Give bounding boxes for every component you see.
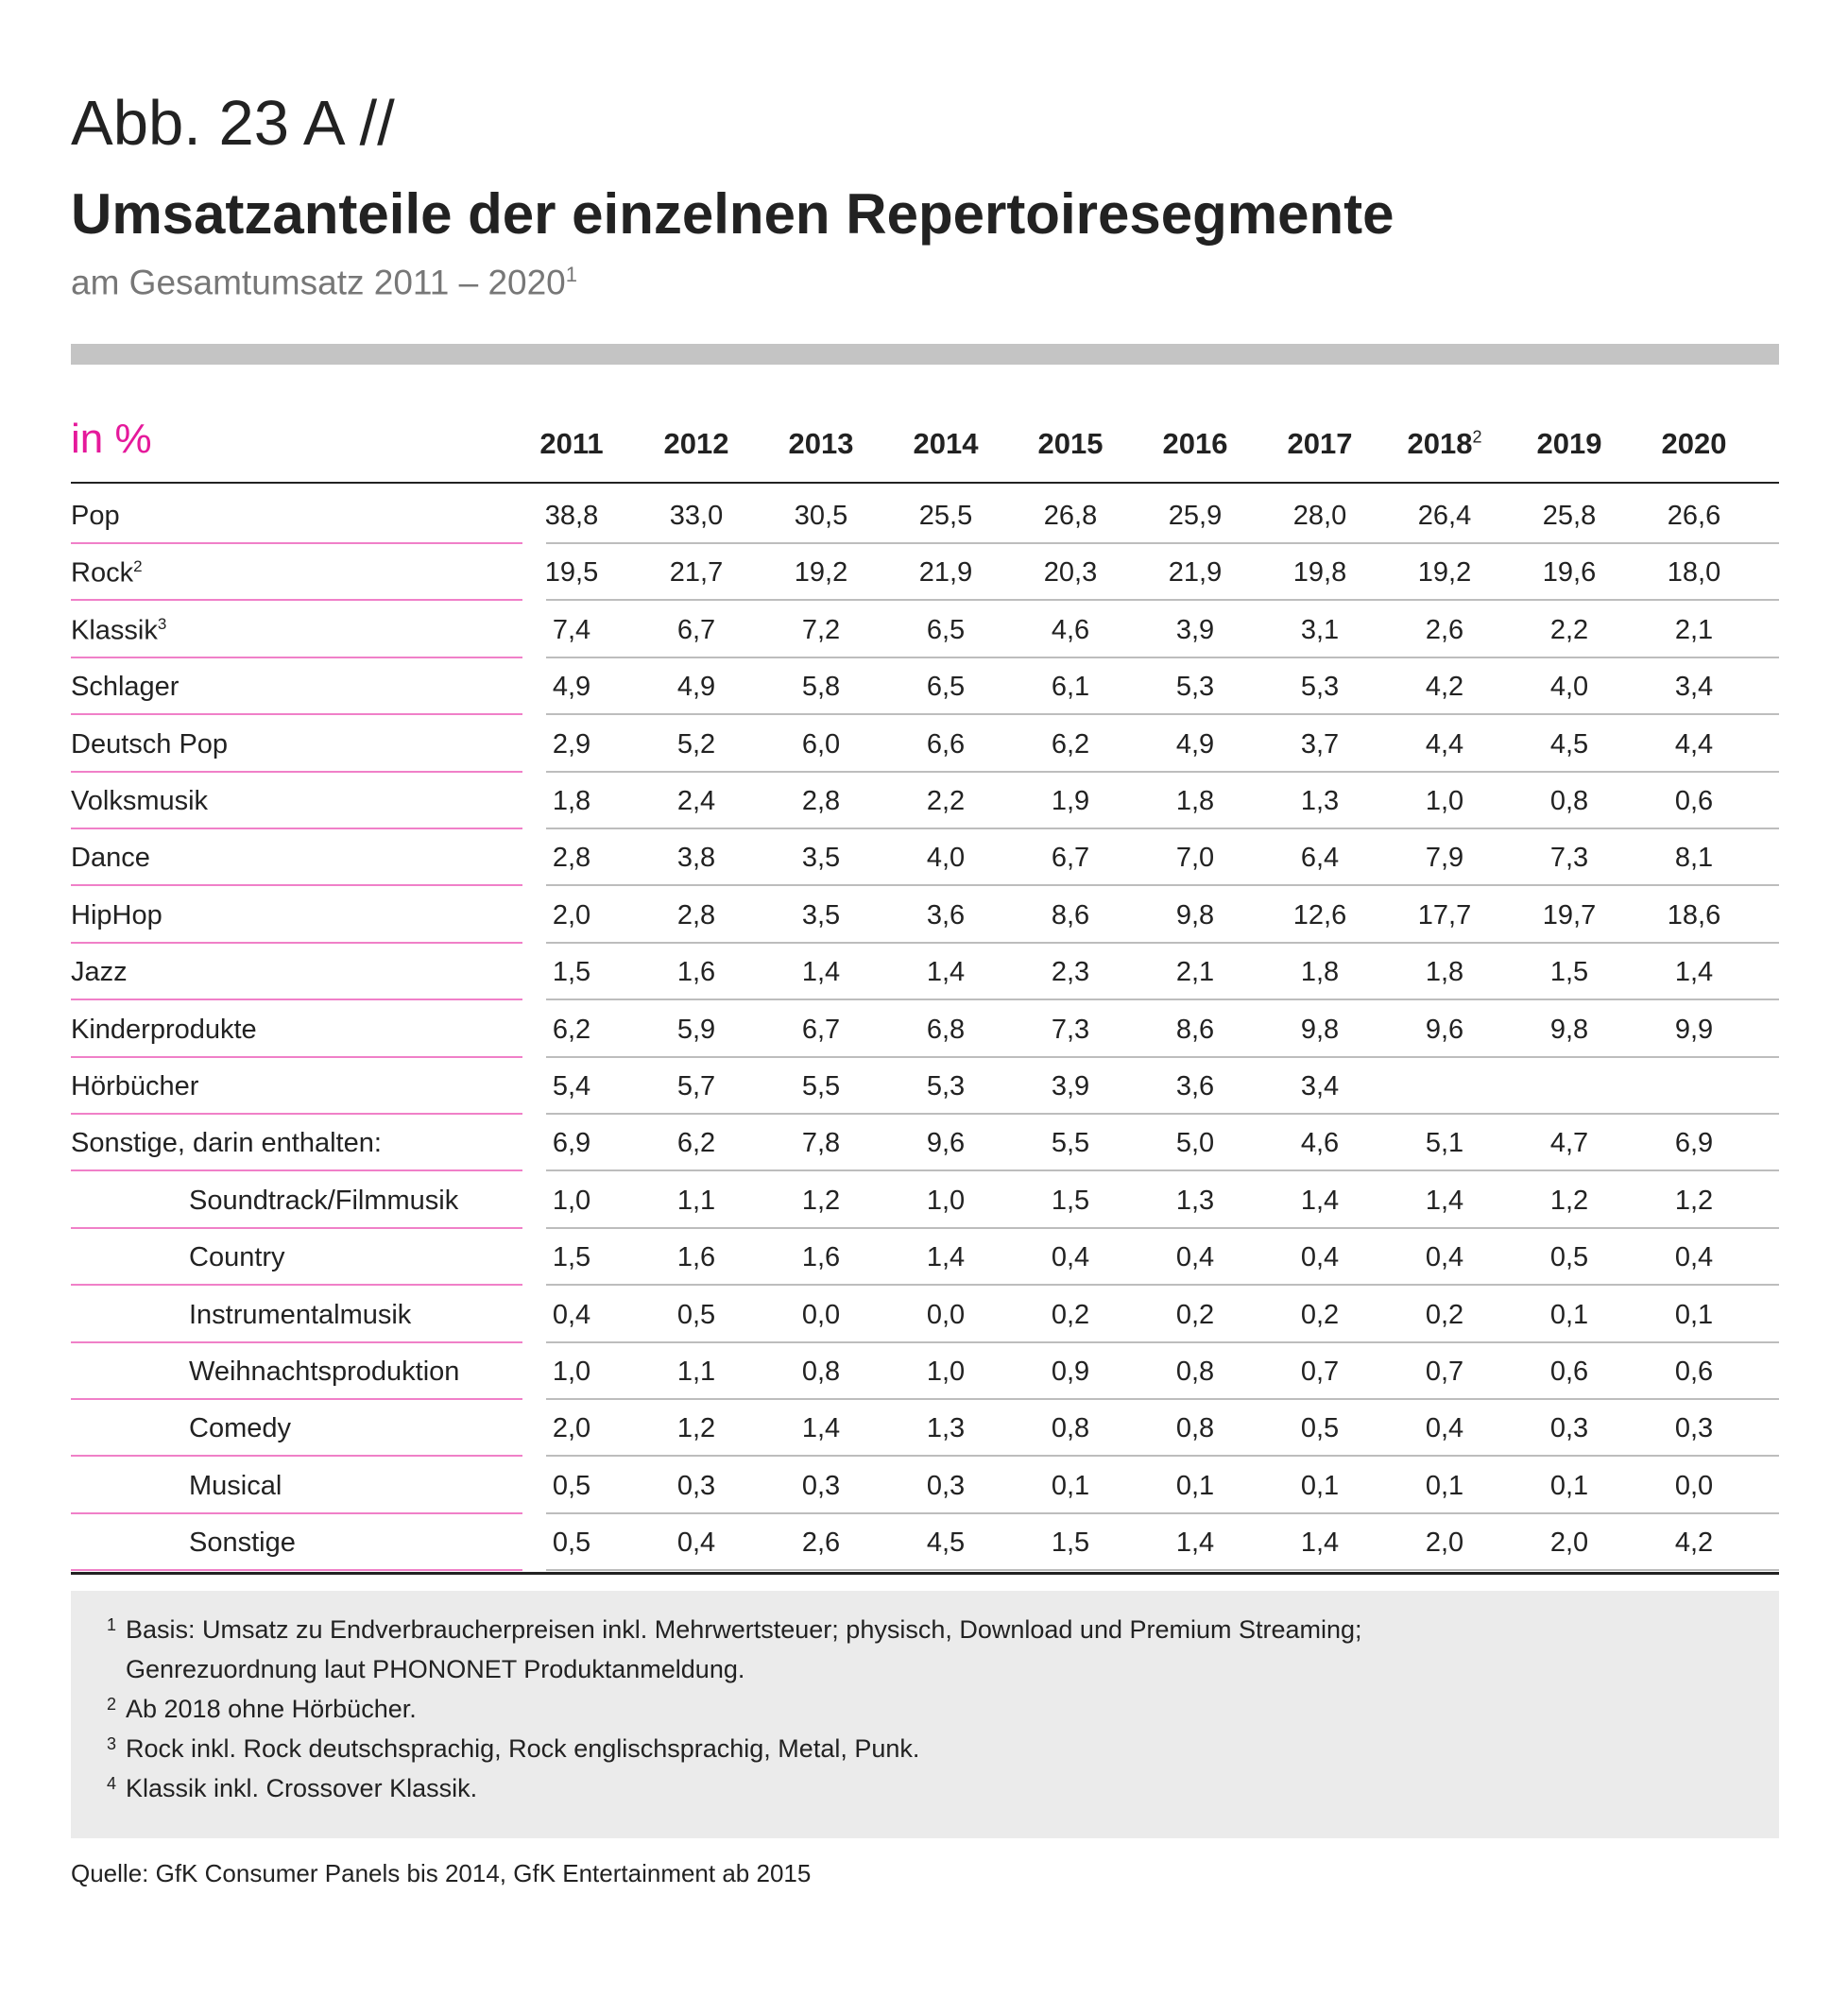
table-cell: 1,4 [926, 957, 966, 988]
source-note: Quelle: GfK Consumer Panels bis 2014, GfK Entertainment ab 2015 [71, 1859, 812, 1887]
table-cell: 3,6 [1175, 1071, 1215, 1101]
table-cell: 1,6 [801, 1242, 841, 1273]
table-cell: 0,5 [676, 1299, 716, 1330]
table-cell: 2,9 [552, 728, 591, 760]
table-cell: 6,4 [1300, 843, 1340, 874]
table-cell: 1,4 [926, 1242, 966, 1273]
table-cell: 0,4 [1051, 1242, 1090, 1273]
footnote-text: Ab 2018 ohne Hörbücher. [126, 1695, 417, 1723]
table-cell: 21,7 [669, 557, 724, 589]
table-cell: 6,7 [1051, 843, 1090, 874]
table-cell: 0,2 [1051, 1299, 1090, 1330]
chart-subtitle [71, 263, 577, 302]
table-cell: 0,0 [926, 1299, 966, 1330]
table-row [0, 602, 1848, 658]
row-label-text: Klassik [71, 615, 158, 646]
table-cell: 1,5 [1051, 1528, 1090, 1559]
table-cell: 1,2 [801, 1185, 841, 1216]
table-row [0, 1458, 1848, 1514]
column-header-label: 2014 [913, 427, 979, 460]
table-cell: 0,5 [552, 1470, 591, 1501]
table-cell: 1,6 [676, 957, 716, 988]
table-cell: 5,3 [1175, 672, 1215, 703]
table-cell: 18,6 [1667, 899, 1721, 930]
table-cell: 0,8 [1549, 786, 1589, 816]
table-cell: 6,6 [926, 728, 966, 760]
table-cell: 1,1 [676, 1185, 716, 1216]
table-cell: 21,9 [918, 557, 973, 589]
table-row [0, 1287, 1848, 1343]
column-header-label: 2018 [1407, 427, 1473, 460]
footnote-mark: 3 [107, 1734, 117, 1753]
table-cell: 1,0 [1425, 786, 1464, 816]
bottom-rule [71, 1572, 1779, 1575]
row-label [71, 1015, 257, 1046]
table-cell: 0,3 [676, 1470, 716, 1501]
table-cell: 3,5 [801, 899, 841, 930]
table-cell: 1,4 [1300, 1528, 1340, 1559]
table-cell: 2,2 [1549, 614, 1589, 645]
header-rule [71, 482, 1779, 484]
table-cell: 9,8 [1175, 899, 1215, 930]
row-footnote-mark: 3 [157, 614, 167, 633]
table-cell: 3,5 [801, 843, 841, 874]
table-cell: 2,8 [801, 786, 841, 816]
table-cell: 0,2 [1300, 1299, 1340, 1330]
table-cell: 2,0 [552, 1413, 591, 1444]
table-cell: 1,5 [1051, 1185, 1090, 1216]
table-cell: 6,7 [801, 1014, 841, 1045]
top-bar [71, 344, 1779, 365]
table-cell: 25,9 [1168, 501, 1223, 531]
table-cell: 19,2 [1417, 557, 1472, 589]
footnote [107, 1655, 744, 1684]
column-header-label: 2019 [1536, 427, 1602, 460]
table-cell: 17,7 [1417, 899, 1472, 930]
table-cell: 26,6 [1667, 501, 1721, 531]
table-cell: 6,5 [926, 614, 966, 645]
table-cell: 0,1 [1425, 1470, 1464, 1501]
table-cell: 1,5 [552, 957, 591, 988]
row-label-text: Sonstige, darin enthalten: [71, 1128, 382, 1159]
table-cell: 0,3 [1674, 1413, 1714, 1444]
table-cell: 6,5 [926, 672, 966, 703]
table-cell: 0,7 [1425, 1357, 1464, 1387]
table-cell: 1,0 [926, 1185, 966, 1216]
table-cell: 5,0 [1175, 1128, 1215, 1159]
table-row [0, 1115, 1848, 1171]
table-cell: 3,6 [926, 899, 966, 930]
row-label-text: Pop [71, 501, 120, 531]
column-header-2020 [1633, 427, 1755, 461]
row-label-text: Sonstige [189, 1528, 296, 1559]
table-cell: 1,8 [1300, 957, 1340, 988]
table-cell: 1,2 [1674, 1185, 1714, 1216]
table-cell: 1,1 [676, 1357, 716, 1387]
row-label [71, 1071, 198, 1102]
table-cell: 4,4 [1674, 728, 1714, 760]
table-cell: 9,8 [1300, 1014, 1340, 1045]
table-cell: 2,6 [801, 1528, 841, 1559]
row-label-text: Weihnachtsproduktion [189, 1357, 460, 1387]
table-cell: 0,6 [1674, 786, 1714, 816]
footnote [107, 1695, 417, 1724]
table-cell: 7,3 [1549, 843, 1589, 874]
table-cell: 2,0 [552, 899, 591, 930]
table-cell: 7,0 [1175, 843, 1215, 874]
table-cell: 0,4 [1425, 1242, 1464, 1273]
table-cell: 5,1 [1425, 1128, 1464, 1159]
column-header-2016 [1134, 427, 1257, 461]
table-cell: 1,8 [1425, 957, 1464, 988]
table-cell: 0,5 [1549, 1242, 1589, 1273]
table-cell: 0,4 [1300, 1242, 1340, 1273]
table-cell: 5,5 [801, 1071, 841, 1101]
table-cell: 5,9 [676, 1014, 716, 1045]
table-row [0, 1400, 1848, 1457]
footnotes-box [71, 1591, 1779, 1838]
footnote-text: Basis: Umsatz zu Endverbraucherpreisen inkl. Mehrwertsteuer; physisch, Download und Premium Streaming; [126, 1615, 1362, 1644]
table-cell: 0,3 [1549, 1413, 1589, 1444]
table-cell: 6,2 [676, 1128, 716, 1159]
table-cell: 2,8 [552, 843, 591, 874]
table-cell: 18,0 [1667, 557, 1721, 589]
table-cell: 0,2 [1175, 1299, 1215, 1330]
table-cell: 0,9 [1051, 1357, 1090, 1387]
table-cell: 4,2 [1425, 672, 1464, 703]
column-header-2018 [1383, 427, 1506, 461]
table-cell: 0,8 [1175, 1413, 1215, 1444]
footnote [107, 1774, 477, 1803]
table-cell: 21,9 [1168, 557, 1223, 589]
table-cell: 1,4 [1300, 1185, 1340, 1216]
column-header-2019 [1508, 427, 1631, 461]
table-row [0, 1343, 1848, 1400]
table-cell: 0,3 [926, 1470, 966, 1501]
table-cell: 19,7 [1542, 899, 1597, 930]
table-cell: 9,9 [1674, 1014, 1714, 1045]
table-cell: 0,6 [1674, 1357, 1714, 1387]
row-label [71, 843, 150, 874]
table-cell: 0,6 [1549, 1357, 1589, 1387]
row-label-text: Kinderprodukte [71, 1014, 257, 1045]
table-cell: 1,2 [1549, 1185, 1589, 1216]
table-cell: 19,2 [794, 557, 848, 589]
table-cell: 25,5 [918, 501, 973, 531]
subtitle-text: am Gesamtumsatz 2011 – 2020 [71, 263, 566, 302]
table-cell: 9,6 [926, 1128, 966, 1159]
table-cell: 4,5 [1549, 728, 1589, 760]
table-row [0, 829, 1848, 886]
table-cell: 7,9 [1425, 843, 1464, 874]
table-cell: 1,3 [926, 1413, 966, 1444]
table-row [0, 1172, 1848, 1229]
figure-number: Abb. 23 A // [71, 88, 395, 159]
row-label-text: Country [189, 1242, 285, 1273]
table-cell: 19,5 [544, 557, 599, 589]
row-label [71, 615, 166, 647]
table-cell: 1,0 [926, 1357, 966, 1387]
table-cell: 4,6 [1300, 1128, 1340, 1159]
table-cell: 5,4 [552, 1071, 591, 1101]
table-row [0, 716, 1848, 773]
row-label-text: Instrumentalmusik [189, 1299, 412, 1330]
table-cell: 1,3 [1300, 786, 1340, 816]
table-cell: 0,5 [1300, 1413, 1340, 1444]
table-row [0, 1058, 1848, 1115]
row-label [71, 557, 143, 589]
table-cell: 0,3 [801, 1470, 841, 1501]
table-cell: 2,8 [676, 899, 716, 930]
row-label [189, 1242, 285, 1273]
column-header-label: 2016 [1162, 427, 1228, 460]
table-row [0, 1001, 1848, 1058]
table-cell: 5,3 [926, 1071, 966, 1101]
table-cell: 20,3 [1043, 557, 1098, 589]
column-header-label: 2013 [788, 427, 854, 460]
table-cell: 1,4 [1175, 1528, 1215, 1559]
table-row [0, 1229, 1848, 1286]
table-cell: 2,3 [1051, 957, 1090, 988]
table-cell: 4,9 [552, 672, 591, 703]
table-row [0, 944, 1848, 1000]
table-cell: 3,9 [1175, 614, 1215, 645]
table-cell: 5,3 [1300, 672, 1340, 703]
row-label-text: Volksmusik [71, 786, 209, 816]
table-cell: 9,6 [1425, 1014, 1464, 1045]
row-label [189, 1471, 282, 1502]
footnote [107, 1734, 919, 1764]
table-cell: 4,9 [1175, 728, 1215, 760]
table-row [0, 487, 1848, 544]
table-cell: 2,0 [1425, 1528, 1464, 1559]
table-cell: 2,6 [1425, 614, 1464, 645]
row-label [189, 1413, 291, 1444]
table-cell: 0,8 [1051, 1413, 1090, 1444]
table-cell: 0,5 [552, 1528, 591, 1559]
table-row [0, 1514, 1848, 1571]
footnote-text: Rock inkl. Rock deutschsprachig, Rock englischsprachig, Metal, Punk. [126, 1734, 920, 1763]
table-cell: 3,4 [1300, 1071, 1340, 1101]
table-cell: 30,5 [794, 501, 848, 531]
table-cell: 1,0 [552, 1185, 591, 1216]
table-cell: 9,8 [1549, 1014, 1589, 1045]
table-cell: 0,1 [1549, 1299, 1589, 1330]
subtitle-footnote-mark: 1 [565, 263, 578, 286]
table-cell: 28,0 [1292, 501, 1347, 531]
table-cell: 6,9 [1674, 1128, 1714, 1159]
table-cell: 0,1 [1549, 1470, 1589, 1501]
table-row [0, 773, 1848, 829]
column-header-label: 2012 [663, 427, 729, 460]
row-label-text: Hörbücher [71, 1071, 199, 1101]
row-label [71, 900, 163, 931]
table-cell: 1,9 [1051, 786, 1090, 816]
row-label [71, 786, 208, 817]
table-cell: 0,1 [1300, 1470, 1340, 1501]
row-label [189, 1357, 459, 1388]
table-cell: 1,4 [801, 957, 841, 988]
column-header-2011 [510, 427, 633, 461]
row-label [189, 1528, 296, 1559]
table-cell: 1,2 [676, 1413, 716, 1444]
table-cell: 1,8 [1175, 786, 1215, 816]
column-header-label: 2011 [539, 427, 604, 460]
table-cell: 8,6 [1175, 1014, 1215, 1045]
table-row [0, 658, 1848, 715]
table-row [0, 544, 1848, 601]
footnote [107, 1615, 1362, 1645]
row-label-text: Schlager [71, 672, 180, 703]
table-row [0, 887, 1848, 944]
table-cell: 3,9 [1051, 1071, 1090, 1101]
table-cell: 3,8 [676, 843, 716, 874]
table-cell: 0,1 [1175, 1470, 1215, 1501]
column-header-2017 [1258, 427, 1381, 461]
row-label-text: Jazz [71, 957, 128, 988]
table-cell: 4,9 [676, 672, 716, 703]
table-cell: 4,4 [1425, 728, 1464, 760]
table-cell: 6,7 [676, 614, 716, 645]
column-header-2014 [884, 427, 1007, 461]
footnote-mark: 4 [107, 1774, 117, 1793]
table-cell: 2,4 [676, 786, 716, 816]
table-cell: 33,0 [669, 501, 724, 531]
table-cell: 4,0 [1549, 672, 1589, 703]
table-cell: 3,4 [1674, 672, 1714, 703]
row-label [71, 672, 179, 703]
column-header-label: 2015 [1037, 427, 1104, 460]
table-cell: 6,2 [1051, 728, 1090, 760]
table-cell: 0,4 [1175, 1242, 1215, 1273]
footnote-mark: 2 [107, 1695, 117, 1714]
table-cell: 6,1 [1051, 672, 1090, 703]
row-label [71, 729, 228, 760]
row-label [71, 957, 128, 988]
row-label-text: Soundtrack/Filmmusik [189, 1185, 459, 1216]
table-cell: 2,0 [1549, 1528, 1589, 1559]
table-cell: 1,6 [676, 1242, 716, 1273]
footnote-text: Klassik inkl. Crossover Klassik. [126, 1774, 478, 1802]
table-cell: 6,9 [552, 1128, 591, 1159]
row-rule-values [546, 1569, 1779, 1571]
table-cell: 1,4 [1425, 1185, 1464, 1216]
table-cell: 8,1 [1674, 843, 1714, 874]
table-cell: 0,4 [676, 1528, 716, 1559]
table-cell: 26,8 [1043, 501, 1098, 531]
table-cell: 4,0 [926, 843, 966, 874]
table-cell: 0,1 [1674, 1299, 1714, 1330]
row-label [189, 1300, 411, 1331]
column-header-label: 2017 [1287, 427, 1353, 460]
table-cell: 6,8 [926, 1014, 966, 1045]
table-cell: 1,8 [552, 786, 591, 816]
table-cell: 6,2 [552, 1014, 591, 1045]
table-cell: 0,4 [1674, 1242, 1714, 1273]
table-cell: 4,6 [1051, 614, 1090, 645]
table-cell: 1,4 [801, 1413, 841, 1444]
table-cell: 5,7 [676, 1071, 716, 1101]
chart-title: Umsatzanteile der einzelnen Repertoiresegmente [71, 182, 1395, 246]
table-cell: 8,6 [1051, 899, 1090, 930]
table-cell: 6,0 [801, 728, 841, 760]
row-label-text: Musical [189, 1470, 282, 1501]
table-cell: 0,7 [1300, 1357, 1340, 1387]
table-cell: 0,4 [1425, 1413, 1464, 1444]
row-label-text: HipHop [71, 899, 163, 930]
footnote-text: Genrezuordnung laut PHONONET Produktanmeldung. [126, 1655, 745, 1683]
table-cell: 1,5 [552, 1242, 591, 1273]
table-cell: 7,2 [801, 614, 841, 645]
row-label-text: Deutsch Pop [71, 728, 229, 760]
table-cell: 7,4 [552, 614, 591, 645]
table-cell: 0,0 [801, 1299, 841, 1330]
unit-label: in % [71, 416, 152, 462]
table-cell: 0,1 [1051, 1470, 1090, 1501]
table-cell: 0,8 [1175, 1357, 1215, 1387]
column-header-2012 [635, 427, 758, 461]
row-label-text: Rock [71, 558, 134, 589]
row-label-text: Comedy [189, 1413, 291, 1444]
row-label [189, 1186, 458, 1217]
table-cell: 2,1 [1674, 614, 1714, 645]
table-cell: 4,2 [1674, 1528, 1714, 1559]
table-cell: 4,7 [1549, 1128, 1589, 1159]
row-rule-label [71, 1569, 522, 1571]
table-cell: 0,0 [1674, 1470, 1714, 1501]
row-label [71, 501, 120, 532]
table-cell: 3,7 [1300, 728, 1340, 760]
row-label-text: Dance [71, 843, 150, 874]
table-cell: 1,5 [1549, 957, 1589, 988]
table-cell: 3,1 [1300, 614, 1340, 645]
table-cell: 19,6 [1542, 557, 1597, 589]
table-cell: 5,8 [801, 672, 841, 703]
table-cell: 7,8 [801, 1128, 841, 1159]
table-cell: 1,3 [1175, 1185, 1215, 1216]
column-header-label: 2020 [1661, 427, 1727, 460]
table-cell: 5,2 [676, 728, 716, 760]
table-cell: 5,5 [1051, 1128, 1090, 1159]
table-cell: 0,4 [552, 1299, 591, 1330]
table-cell: 38,8 [544, 501, 599, 531]
table-cell: 25,8 [1542, 501, 1597, 531]
table-cell: 26,4 [1417, 501, 1472, 531]
table-cell: 1,0 [552, 1357, 591, 1387]
table-cell: 4,5 [926, 1528, 966, 1559]
row-label [71, 1128, 382, 1159]
table-cell: 7,3 [1051, 1014, 1090, 1045]
row-footnote-mark: 2 [133, 557, 143, 576]
table-cell: 0,8 [801, 1357, 841, 1387]
table-cell: 12,6 [1292, 899, 1347, 930]
column-header-2013 [760, 427, 882, 461]
table-cell: 2,1 [1175, 957, 1215, 988]
column-footnote-mark: 2 [1472, 427, 1482, 447]
table-cell: 1,4 [1674, 957, 1714, 988]
table-cell: 2,2 [926, 786, 966, 816]
column-header-2015 [1009, 427, 1132, 461]
table-cell: 0,2 [1425, 1299, 1464, 1330]
table-cell: 19,8 [1292, 557, 1347, 589]
footnote-mark: 1 [107, 1615, 117, 1634]
